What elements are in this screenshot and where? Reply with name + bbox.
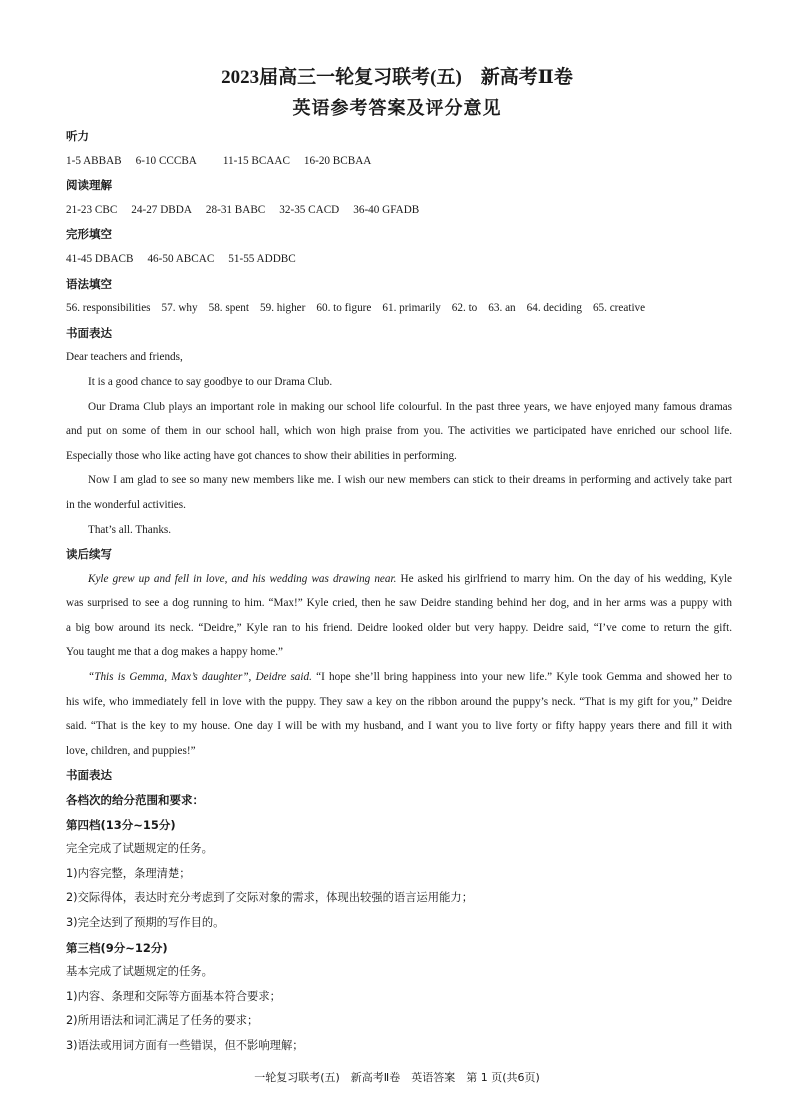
answer-group: 21-23 CBC (66, 203, 118, 216)
section-heading-writing: 书面表达 (66, 325, 112, 340)
essay-line: in the wonderful activities. (66, 498, 186, 511)
answer-group: 41-45 DBACB (66, 252, 134, 265)
section-heading-scoring: 书面表达 (66, 768, 112, 783)
essay-line: Especially those who like acting have got chances to show their abilities in performing. (66, 449, 457, 462)
reading-answers (66, 198, 732, 223)
grammar-answers (66, 296, 732, 321)
answer-group: 28-31 BABC (205, 203, 266, 216)
answer-group: 24-27 DBDA (131, 203, 192, 216)
story-text: “I hope she’ll bring happiness into your new life.” Kyle took Gemma and showed her to (316, 671, 732, 684)
section-heading-reading: 阅读理解 (66, 178, 112, 193)
story-line: You taught me that a dog makes a happy home.” (66, 646, 283, 659)
story-line: his wife, who immediately fell in love with the puppy. They saw a key on the ribbon around the puppy’s neck. “That is my gift for you,” Deidre (66, 695, 732, 708)
essay-line: That’s all. Thanks. (88, 523, 172, 536)
grade-criterion: 完全完成了试题规定的任务。 (66, 842, 213, 856)
section-heading-grammar: 语法填空 (66, 276, 112, 291)
answer-item: 62. to (451, 302, 478, 315)
grade-criterion: 2)所用语法和词汇满足了任务的要求； (66, 1014, 259, 1028)
section-heading-cloze: 完形填空 (66, 227, 112, 242)
story-line: was surprised to see a dog running to him. “Max!” Kyle cried, then he saw Deidre standing behind her dog, and in her arms was a puppy with (66, 597, 732, 610)
story-line: said. “That is the key to my house. One day I will be with my husband, and I want you to live forty or fifty happy years there and fill it with (66, 720, 732, 733)
story-line (66, 567, 732, 592)
section-heading-listening: 听力 (66, 129, 89, 143)
grade-criterion: 2)交际得体，表达时充分考虑到了交际对象的需求，体现出较强的语言运用能力； (66, 891, 473, 905)
grade-criterion: 3)完全达到了预期的写作目的。 (66, 916, 225, 929)
essay-line: Dear teachers and friends, (66, 351, 183, 364)
answer-item: 60. to figure (316, 302, 372, 315)
grade-criterion: 1)内容、条理和交际等方面基本符合要求； (66, 989, 281, 1003)
grade-criterion: 3)语法或用词方面有一些错误，但不影响理解； (66, 1038, 304, 1052)
story-line: a big bow around its neck. “Deidre,” Kyle ran to his friend. Deidre looked older but very happy. Deidre said, “I’ve come to return the gift. (66, 621, 732, 634)
section-heading-continuation: 读后续写 (66, 547, 112, 562)
cloze-answers (66, 247, 732, 272)
grade-criterion: 1)内容完整，条理清楚； (66, 866, 191, 880)
answer-item: 63. an (488, 302, 516, 315)
answer-group: 11-15 BCAAC (222, 154, 290, 167)
page-subtitle: 英语参考答案及评分意见 (292, 98, 502, 118)
answer-group: 36-40 GFADB (353, 203, 420, 216)
story-text: He asked his girlfriend to marry him. On the day of his wedding, Kyle (400, 572, 732, 585)
story-prompt-italic: “This is Gemma, Max’s daughter”, Deidre said. (88, 671, 312, 684)
story-line (66, 665, 732, 690)
answer-body (66, 124, 732, 1059)
story-line: love, children, and puppies!” (66, 744, 196, 757)
answer-item: 57. why (161, 302, 198, 315)
answer-item: 58. spent (208, 302, 249, 315)
answer-item: 61. primarily (382, 302, 441, 315)
essay-line: Now I am glad to see so many new members like me. I wish our new members can stick to their dreams in performing and actively take part (88, 474, 732, 487)
answer-item: 56. responsibilities (66, 302, 151, 315)
listening-answers (66, 149, 732, 174)
answer-group: 46-50 ABCAC (147, 252, 215, 265)
page-footer: 一轮复习联考(五) 新高考Ⅱ卷 英语答案 第 1 页(共6页) (254, 1071, 540, 1084)
answer-item: 59. higher (260, 302, 306, 315)
answer-group: 51-55 ADDBC (228, 252, 296, 265)
essay-line: and put on some of them in our school hall, which won high praise from you. The activities we participated have enriched our school life. (66, 425, 732, 438)
answer-group: 16-20 BCBAA (303, 154, 372, 167)
grade-criterion: 基本完成了试题规定的任务。 (66, 965, 213, 979)
essay-line: Our Drama Club plays an important role in making our school life colourful. In the past three years, we have enjoyed many famous dramas (88, 400, 732, 413)
page-title: 2023届高三一轮复习联考(五) 新高考Ⅱ卷 (221, 67, 573, 88)
story-prompt-italic: Kyle grew up and fell in love, and his wedding was drawing near. (88, 572, 397, 585)
scoring-subheading: 各档次的给分范围和要求： (66, 793, 204, 808)
answer-item: 64. deciding (526, 302, 582, 315)
grade-title: 第四档(13分~15分) (66, 817, 176, 832)
grade-title: 第三档(9分~12分) (66, 940, 168, 955)
answer-group: 1-5 ABBAB (66, 154, 122, 167)
answer-group: 32-35 CACD (279, 203, 340, 216)
essay-line: It is a good chance to say goodbye to our Drama Club. (88, 375, 333, 388)
answer-item: 65. creative (592, 302, 646, 315)
answer-group: 6-10 CCCBA (135, 154, 197, 167)
